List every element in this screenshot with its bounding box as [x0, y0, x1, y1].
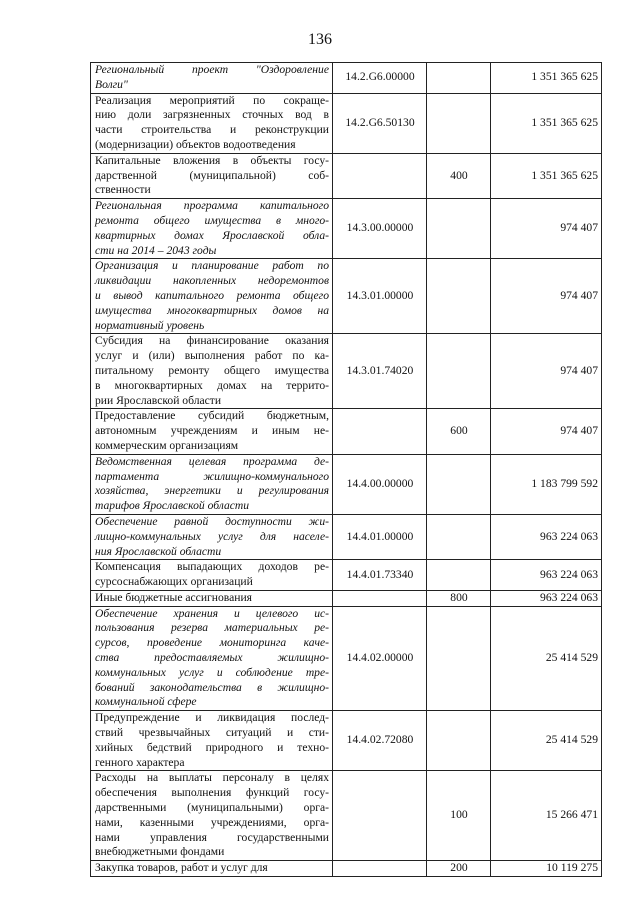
- table-row: [91, 454, 602, 514]
- expense-name-line: сти на 2014 – 2043 годы: [95, 243, 217, 257]
- expense-name-line: Компенсация выпадающих доходов ре-: [95, 560, 329, 574]
- expense-type-cell: [427, 606, 491, 711]
- amount-cell: 1 183 799 592: [491, 454, 602, 514]
- amount-cell: 963 224 063: [491, 560, 602, 591]
- amount-cell: 974 407: [491, 334, 602, 409]
- target-article-code-cell: 14.4.01.73340: [333, 560, 427, 591]
- target-article-code-cell: [333, 590, 427, 606]
- expense-name-cell: [91, 63, 333, 94]
- target-article-code-cell: [333, 771, 427, 861]
- expense-name-line: Ведомственная целевая программа де-: [95, 454, 329, 468]
- expense-name-line: ликвидации накопленных недоремонтов: [95, 274, 329, 288]
- target-article-code-cell: 14.2.G6.00000: [333, 63, 427, 94]
- expense-name-line: генного характера: [95, 755, 185, 769]
- amount-cell: 25 414 529: [491, 606, 602, 711]
- amount-cell: 963 224 063: [491, 514, 602, 559]
- expense-name-line: Обеспечение равной доступности жи-: [95, 514, 329, 528]
- expense-name-cell: [91, 606, 333, 711]
- expense-name-cell: [91, 259, 333, 334]
- table-row: [91, 861, 602, 877]
- table-row: [91, 334, 602, 409]
- expense-name-cell: [91, 560, 333, 591]
- expense-name-line: Волги": [95, 77, 128, 91]
- target-article-code-cell: 14.2.G6.50130: [333, 93, 427, 153]
- expense-name-line: бований законодательства в жилищно-: [95, 680, 329, 694]
- amount-cell: 25 414 529: [491, 711, 602, 771]
- expense-type-cell: [427, 63, 491, 94]
- expense-name-line: (модернизации) объектов водоотведения: [95, 137, 296, 151]
- target-article-code-cell: 14.4.00.00000: [333, 454, 427, 514]
- expense-name-line: Предупреждение и ликвидация послед-: [95, 711, 329, 725]
- target-article-code-cell: [333, 153, 427, 198]
- table-row: [91, 63, 602, 94]
- expense-name-line: нами, казенными учреждениями, орга-: [95, 815, 329, 829]
- expense-name-cell: [91, 771, 333, 861]
- expense-name-line: сурсоснабжающих организаций: [95, 575, 253, 589]
- expense-name-cell: [91, 153, 333, 198]
- target-article-code-cell: 14.4.02.00000: [333, 606, 427, 711]
- expense-name-line: Обеспечение хранения и целевого ис-: [95, 606, 329, 620]
- target-article-code-cell: 14.3.01.00000: [333, 259, 427, 334]
- expense-name-line: нию доли загрязненных сточных вод в: [95, 108, 329, 122]
- expense-type-cell: [427, 514, 491, 559]
- expense-name-line: пользования резерва материальных ре-: [95, 621, 329, 635]
- expense-name-line: дарственными (муниципальными) орга-: [95, 801, 329, 815]
- expense-name-line: хийных бедствий природного и техно-: [95, 740, 329, 754]
- expense-name-line: коммунальной сфере: [95, 695, 197, 709]
- expense-name-line: и вывод капитального ремонта общего: [95, 288, 329, 302]
- expense-type-cell: [427, 711, 491, 771]
- expense-name-line: Региональный проект "Оздоровление: [95, 63, 329, 76]
- expense-name-line: Региональная программа капитального: [95, 199, 329, 213]
- table-row: [91, 153, 602, 198]
- expense-name-cell: [91, 93, 333, 153]
- expense-name-line: Организация и планирование работ по: [95, 259, 329, 273]
- expense-name-cell: [91, 454, 333, 514]
- expense-name-line: Иные бюджетные ассигнования: [95, 590, 252, 604]
- amount-cell: 1 351 365 625: [491, 93, 602, 153]
- expense-name-line: квартирных домах Ярославской обла-: [95, 228, 329, 242]
- table-row: [91, 409, 602, 454]
- expense-type-cell: [427, 93, 491, 153]
- table-row: [91, 771, 602, 861]
- table-row: [91, 560, 602, 591]
- budget-table: [90, 62, 602, 877]
- expense-name-line: части строительства и реконструкции: [95, 123, 329, 137]
- expense-name-line: партамента жилищно-коммунального: [95, 469, 329, 483]
- expense-name-cell: [91, 590, 333, 606]
- expense-name-line: обеспечения выполнения функций госу-: [95, 786, 329, 800]
- table-row: [91, 590, 602, 606]
- table-row: [91, 514, 602, 559]
- expense-name-line: лищно-коммунальных услуг для населе-: [95, 529, 329, 543]
- expense-name-line: услуг и (или) выполнения работ по ка-: [95, 349, 329, 363]
- expense-name-line: дарственной (муниципальной) соб-: [95, 168, 329, 182]
- expense-name-line: ствий чрезвычайных ситуаций и сти-: [95, 726, 329, 740]
- expense-name-line: Субсидия на финансирование оказания: [95, 334, 329, 348]
- expense-name-line: ремонта общего имущества в много-: [95, 213, 329, 227]
- expense-name-line: автономным учреждениям и иным не-: [95, 424, 329, 438]
- amount-cell: 1 351 365 625: [491, 153, 602, 198]
- expense-name-cell: [91, 199, 333, 259]
- expense-name-line: Закупка товаров, работ и услуг для: [95, 861, 268, 875]
- expense-type-cell: [427, 560, 491, 591]
- expense-type-cell: 800: [427, 590, 491, 606]
- expense-type-cell: [427, 199, 491, 259]
- expense-name-line: нормативный уровень: [95, 318, 205, 332]
- amount-cell: 1 351 365 625: [491, 63, 602, 94]
- table-row: [91, 711, 602, 771]
- expense-name-line: хозяйства, энергетики и регулирования: [95, 484, 329, 498]
- expense-name-line: рии Ярославской области: [95, 393, 222, 407]
- expense-type-cell: 400: [427, 153, 491, 198]
- target-article-code-cell: 14.4.01.00000: [333, 514, 427, 559]
- expense-name-line: ственности: [95, 183, 151, 197]
- target-article-code-cell: [333, 861, 427, 877]
- expense-name-line: ства предоставляемых жилищно-: [95, 651, 329, 665]
- expense-type-cell: 600: [427, 409, 491, 454]
- amount-cell: 974 407: [491, 409, 602, 454]
- expense-name-line: нами управления государственными: [95, 830, 329, 844]
- expense-name-cell: [91, 514, 333, 559]
- expense-type-cell: [427, 454, 491, 514]
- expense-name-line: Расходы на выплаты персоналу в целях: [95, 771, 329, 785]
- expense-name-line: тарифов Ярославской области: [95, 499, 250, 513]
- expense-name-line: имущества многоквартирных домов на: [95, 303, 329, 317]
- expense-name-line: коммерческим организациям: [95, 438, 239, 452]
- target-article-code-cell: 14.3.00.00000: [333, 199, 427, 259]
- expense-type-cell: 200: [427, 861, 491, 877]
- table-row: [91, 93, 602, 153]
- expense-name-line: коммунальных услуг и соблюдение тре-: [95, 665, 329, 679]
- table-row: [91, 606, 602, 711]
- page-number: 136: [308, 31, 332, 48]
- target-article-code-cell: 14.3.01.74020: [333, 334, 427, 409]
- expense-name-cell: [91, 711, 333, 771]
- expense-name-line: Капитальные вложения в объекты госу-: [95, 153, 329, 167]
- target-article-code-cell: 14.4.02.72080: [333, 711, 427, 771]
- expense-name-line: сурсов, проведение мониторинга каче-: [95, 636, 329, 650]
- amount-cell: 10 119 275: [491, 861, 602, 877]
- expense-name-cell: [91, 334, 333, 409]
- expense-name-cell: [91, 409, 333, 454]
- expense-name-line: Предоставление субсидий бюджетным,: [95, 409, 329, 423]
- table-row: [91, 259, 602, 334]
- expense-name-line: в многоквартирных домах на террито-: [95, 378, 329, 392]
- expense-name-line: Реализация мероприятий по сокраще-: [95, 93, 329, 107]
- amount-cell: 963 224 063: [491, 590, 602, 606]
- expense-type-cell: 100: [427, 771, 491, 861]
- amount-cell: 15 266 471: [491, 771, 602, 861]
- amount-cell: 974 407: [491, 199, 602, 259]
- expense-type-cell: [427, 334, 491, 409]
- expense-name-line: питальному ремонту общего имущества: [95, 363, 329, 377]
- amount-cell: 974 407: [491, 259, 602, 334]
- expense-name-cell: [91, 861, 333, 877]
- target-article-code-cell: [333, 409, 427, 454]
- expense-name-line: ния Ярославской области: [95, 544, 222, 558]
- expense-type-cell: [427, 259, 491, 334]
- expense-name-line: внебюджетными фондами: [95, 845, 225, 859]
- table-row: [91, 199, 602, 259]
